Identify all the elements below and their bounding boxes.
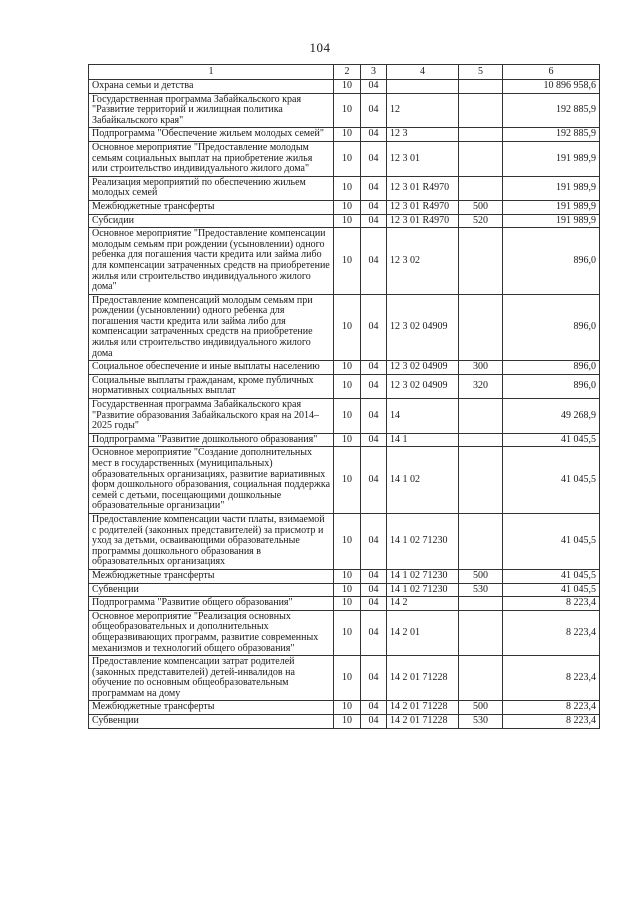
row-name: Межбюджетные трансферты (89, 200, 334, 214)
row-target-code: 14 2 01 71228 (387, 715, 459, 729)
row-amount: 191 989,9 (503, 176, 600, 200)
row-subsection: 04 (361, 176, 387, 200)
table-row (89, 176, 600, 200)
row-subsection: 04 (361, 610, 387, 655)
row-expense-type (459, 399, 503, 434)
row-expense-type (459, 128, 503, 142)
row-target-code: 14 1 02 (387, 447, 459, 514)
row-amount: 896,0 (503, 294, 600, 361)
row-target-code: 14 (387, 399, 459, 434)
row-amount: 896,0 (503, 228, 600, 295)
row-expense-type (459, 513, 503, 569)
table-row (89, 656, 600, 701)
row-section: 10 (334, 433, 361, 447)
row-target-code: 14 1 02 71230 (387, 513, 459, 569)
row-name: Государственная программа Забайкальского края "Развитие территорий и жилищная политика Забайкальского края" (89, 93, 334, 128)
row-amount: 192 885,9 (503, 93, 600, 128)
row-subsection: 04 (361, 294, 387, 361)
row-amount: 41 045,5 (503, 569, 600, 583)
row-subsection: 04 (361, 569, 387, 583)
row-amount: 8 223,4 (503, 715, 600, 729)
row-subsection: 04 (361, 701, 387, 715)
row-amount: 191 989,9 (503, 214, 600, 228)
row-amount: 191 989,9 (503, 200, 600, 214)
table-row (89, 701, 600, 715)
row-name: Предоставление компенсаций молодым семьям при рождении (усыновлении) одного ребенка для погашения части кредита или займа либо для компенсации затраченных средств на приобретение жилья или строительство индивидуального жилого дома (89, 294, 334, 361)
table-row (89, 597, 600, 611)
table-row (89, 141, 600, 176)
header-name-column: 1 (89, 65, 334, 80)
table-row (89, 399, 600, 434)
row-expense-type (459, 433, 503, 447)
row-expense-type (459, 141, 503, 176)
table-row (89, 214, 600, 228)
row-expense-type: 530 (459, 583, 503, 597)
row-section: 10 (334, 228, 361, 295)
row-amount: 191 989,9 (503, 141, 600, 176)
row-section: 10 (334, 701, 361, 715)
row-expense-type: 320 (459, 374, 503, 398)
row-section: 10 (334, 610, 361, 655)
table-row (89, 294, 600, 361)
row-name: Социальное обеспечение и иные выплаты населению (89, 361, 334, 375)
row-name: Предоставление компенсации затрат родителей (законных представителей) детей-инвалидов на обучение по основным общеобразовательным программам на дому (89, 656, 334, 701)
row-subsection: 04 (361, 583, 387, 597)
row-target-code: 14 2 01 71228 (387, 701, 459, 715)
row-name: Субвенции (89, 715, 334, 729)
row-subsection: 04 (361, 374, 387, 398)
row-target-code: 12 3 02 04909 (387, 374, 459, 398)
row-name: Основное мероприятие "Предоставление компенсации молодым семьям при рождении (усыновлении) одного ребенка для погашения части кредита или займа либо для компенсации затраченных средств на приобретение жилья или строительство индивидуального жилого дома" (89, 228, 334, 295)
row-subsection: 04 (361, 200, 387, 214)
row-subsection: 04 (361, 80, 387, 94)
table-row (89, 80, 600, 94)
row-amount: 896,0 (503, 374, 600, 398)
table-row (89, 374, 600, 398)
row-name: Субвенции (89, 583, 334, 597)
table-row (89, 513, 600, 569)
row-subsection: 04 (361, 93, 387, 128)
row-target-code: 12 3 (387, 128, 459, 142)
row-expense-type: 300 (459, 361, 503, 375)
row-name: Межбюджетные трансферты (89, 701, 334, 715)
row-name: Государственная программа Забайкальского края "Развитие образования Забайкальского края на 2014–2025 годы" (89, 399, 334, 434)
row-section: 10 (334, 569, 361, 583)
header-section-column: 2 (334, 65, 361, 80)
row-expense-type (459, 176, 503, 200)
row-expense-type (459, 610, 503, 655)
row-target-code: 12 3 02 (387, 228, 459, 295)
table-row (89, 433, 600, 447)
row-name: Подпрограмма "Развитие дошкольного образования" (89, 433, 334, 447)
row-amount: 8 223,4 (503, 656, 600, 701)
row-section: 10 (334, 214, 361, 228)
row-subsection: 04 (361, 361, 387, 375)
row-section: 10 (334, 583, 361, 597)
row-expense-type (459, 656, 503, 701)
row-expense-type (459, 597, 503, 611)
row-amount: 49 268,9 (503, 399, 600, 434)
row-target-code: 14 2 (387, 597, 459, 611)
row-amount: 41 045,5 (503, 447, 600, 514)
page-number: 104 (309, 40, 331, 55)
row-target-code: 14 2 01 71228 (387, 656, 459, 701)
row-expense-type (459, 228, 503, 295)
row-target-code: 14 1 02 71230 (387, 569, 459, 583)
row-subsection: 04 (361, 141, 387, 176)
row-section: 10 (334, 294, 361, 361)
row-amount: 41 045,5 (503, 513, 600, 569)
row-target-code: 14 1 02 71230 (387, 583, 459, 597)
row-name: Основное мероприятие "Реализация основных общеобразовательных и дополнительных общеразвивающих программ, развитие современных механизмов и технологий общего образования" (89, 610, 334, 655)
row-target-code: 12 3 01 R4970 (387, 214, 459, 228)
row-target-code: 14 1 (387, 433, 459, 447)
row-section: 10 (334, 361, 361, 375)
row-expense-type (459, 294, 503, 361)
row-subsection: 04 (361, 228, 387, 295)
row-expense-type: 530 (459, 715, 503, 729)
row-section: 10 (334, 80, 361, 94)
row-subsection: 04 (361, 399, 387, 434)
row-target-code: 14 2 01 (387, 610, 459, 655)
row-section: 10 (334, 447, 361, 514)
row-subsection: 04 (361, 128, 387, 142)
row-name: Межбюджетные трансферты (89, 569, 334, 583)
row-subsection: 04 (361, 715, 387, 729)
row-section: 10 (334, 399, 361, 434)
row-amount: 8 223,4 (503, 701, 600, 715)
table-row (89, 228, 600, 295)
row-section: 10 (334, 374, 361, 398)
table-row (89, 361, 600, 375)
row-name: Предоставление компенсации части платы, взимаемой с родителей (законных представителей) за присмотр и уход за детьми, осваивающими образовательные программы дошкольного образования в образовательных организациях (89, 513, 334, 569)
row-name: Подпрограмма "Развитие общего образования" (89, 597, 334, 611)
row-subsection: 04 (361, 656, 387, 701)
row-amount: 41 045,5 (503, 583, 600, 597)
row-expense-type (459, 80, 503, 94)
row-target-code: 12 3 01 R4970 (387, 200, 459, 214)
table-row (89, 200, 600, 214)
row-name: Субсидии (89, 214, 334, 228)
budget-table (88, 64, 600, 729)
table-row (89, 610, 600, 655)
row-section: 10 (334, 715, 361, 729)
row-section: 10 (334, 93, 361, 128)
header-subsection-column: 3 (361, 65, 387, 80)
header-target-code-column: 4 (387, 65, 459, 80)
row-target-code: 12 3 01 R4970 (387, 176, 459, 200)
row-expense-type (459, 447, 503, 514)
row-target-code: 12 (387, 93, 459, 128)
row-name: Основное мероприятие "Создание дополнительных мест в государственных (муниципальных) образовательных организациях, развитие вариативных форм дошкольного образования, социальная поддержка семей с детьми, посещающими дошкольные образовательные организации" (89, 447, 334, 514)
row-target-code: 12 3 02 04909 (387, 361, 459, 375)
row-expense-type: 500 (459, 569, 503, 583)
row-section: 10 (334, 200, 361, 214)
row-amount: 896,0 (503, 361, 600, 375)
row-subsection: 04 (361, 597, 387, 611)
row-expense-type: 520 (459, 214, 503, 228)
row-amount: 41 045,5 (503, 433, 600, 447)
row-section: 10 (334, 128, 361, 142)
row-name: Реализация мероприятий по обеспечению жильем молодых семей (89, 176, 334, 200)
table-row (89, 93, 600, 128)
row-section: 10 (334, 513, 361, 569)
row-name: Социальные выплаты гражданам, кроме публичных нормативных социальных выплат (89, 374, 334, 398)
row-subsection: 04 (361, 214, 387, 228)
row-expense-type (459, 93, 503, 128)
table-row (89, 715, 600, 729)
row-subsection: 04 (361, 447, 387, 514)
row-section: 10 (334, 656, 361, 701)
row-section: 10 (334, 176, 361, 200)
row-expense-type: 500 (459, 200, 503, 214)
table-row (89, 447, 600, 514)
row-amount: 8 223,4 (503, 597, 600, 611)
row-amount: 10 896 958,6 (503, 80, 600, 94)
row-section: 10 (334, 597, 361, 611)
table-header-row (89, 65, 600, 80)
row-subsection: 04 (361, 513, 387, 569)
row-target-code (387, 80, 459, 94)
row-name: Подпрограмма "Обеспечение жильем молодых семей" (89, 128, 334, 142)
header-amount-column: 6 (503, 65, 600, 80)
table-row (89, 128, 600, 142)
row-name: Охрана семьи и детства (89, 80, 334, 94)
row-section: 10 (334, 141, 361, 176)
row-amount: 8 223,4 (503, 610, 600, 655)
row-target-code: 12 3 02 04909 (387, 294, 459, 361)
row-name: Основное мероприятие "Предоставление молодым семьям социальных выплат на приобретение жилья или строительство индивидуального жилого дома" (89, 141, 334, 176)
header-expense-type-column: 5 (459, 65, 503, 80)
row-target-code: 12 3 01 (387, 141, 459, 176)
table-row (89, 569, 600, 583)
table-row (89, 583, 600, 597)
row-expense-type: 500 (459, 701, 503, 715)
row-amount: 192 885,9 (503, 128, 600, 142)
row-subsection: 04 (361, 433, 387, 447)
